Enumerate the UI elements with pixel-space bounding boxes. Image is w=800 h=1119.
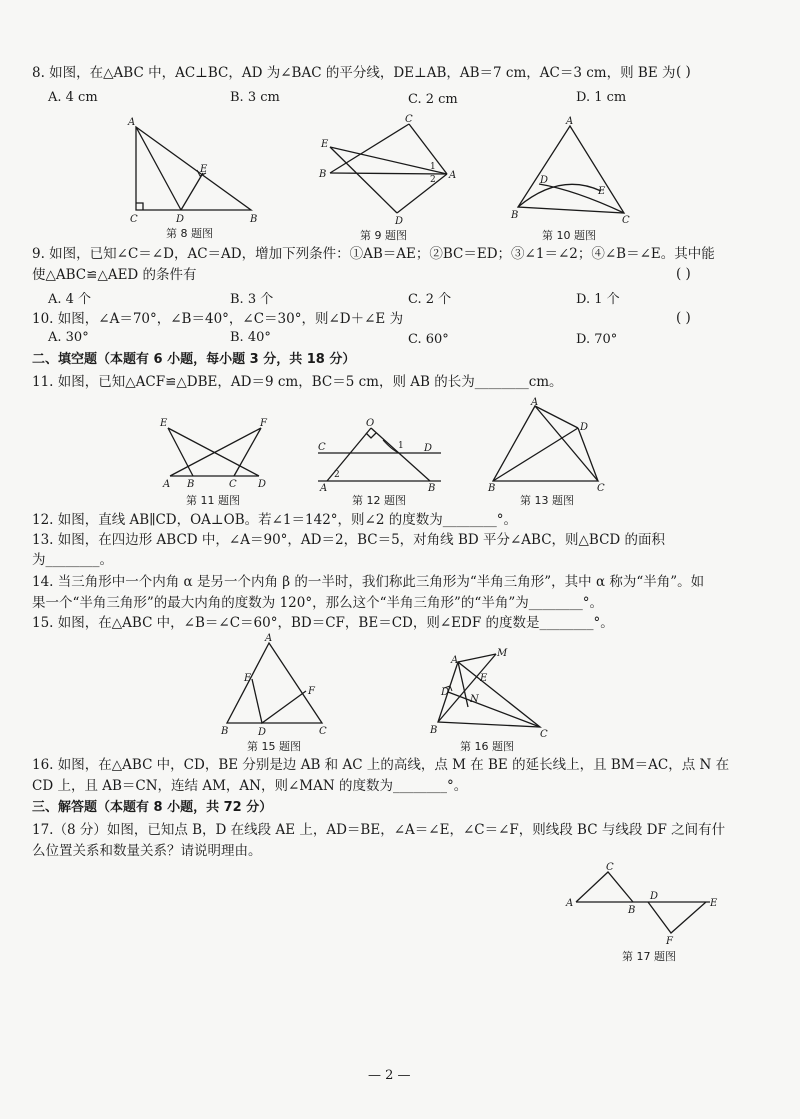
f16-label-d: D: [441, 687, 450, 698]
f12-label-1: 1: [398, 441, 404, 451]
section-3-heading: 三、解答题（本题有 8 小题，共 72 分）: [32, 800, 273, 815]
q14-line-1: 14. 当三角形中一个内角 α 是另一个内角 β 的一半时，我们称此三角形为“半角三角形”，其中 α 称为“半角”。如: [32, 574, 705, 590]
caption-figure-9: 第 9 题图: [360, 229, 407, 242]
f10-label-b: B: [511, 210, 519, 221]
q9-option-b: B. 3 个: [230, 292, 274, 307]
f8-label-a: A: [128, 117, 136, 128]
f15-label-e: E: [244, 673, 252, 684]
f13-label-c: C: [597, 483, 605, 494]
q9-option-c: C. 2 个: [408, 292, 452, 307]
caption-figure-10: 第 10 题图: [542, 229, 596, 242]
q10-text: 10. 如图，∠A＝70°，∠B＝40°，∠C＝30°，则∠D＋∠E 为: [32, 311, 404, 327]
f12-label-c: C: [318, 442, 326, 453]
f16-label-a: A: [451, 655, 459, 666]
f12-label-o: O: [366, 418, 375, 429]
f16-label-n: N: [470, 694, 479, 705]
f11-label-f: F: [260, 418, 267, 429]
q9-line-1: 9. 如图，已知∠C＝∠D，AC＝AD，增加下列条件：①AB＝AE；②BC＝ED；③∠1＝∠2；④∠B＝∠E。其中能: [32, 246, 715, 262]
q17-line-2: 么位置关系和数量关系？请说明理由。: [32, 843, 262, 859]
q10-option-c: C. 60°: [408, 332, 449, 347]
f17-label-e: E: [710, 898, 718, 909]
section-2-heading: 二、填空题（本题有 6 小题，每小题 3 分，共 18 分）: [32, 352, 356, 367]
f9-label-a: A: [449, 170, 457, 181]
page-number: — 2 —: [368, 1068, 411, 1083]
q16-line-1: 16. 如图，在△ABC 中，CD，BE 分别是边 AB 和 AC 上的高线，点 M 在 BE 的延长线上，且 BM＝AC，点 N 在: [32, 757, 730, 773]
f11-label-d: D: [258, 479, 267, 490]
f10-label-a: A: [566, 116, 574, 127]
q8-text: 8. 如图，在△ABC 中，AC⊥BC，AD 为∠BAC 的平分线，DE⊥AB，AB＝7 cm，AC＝3 cm，则 BE 为: [32, 65, 676, 81]
q9-option-a: A. 4 个: [48, 292, 92, 307]
f8-label-b: B: [250, 214, 258, 225]
f9-label-e: E: [321, 139, 329, 150]
caption-figure-8: 第 8 题图: [166, 227, 213, 240]
f13-label-d: D: [580, 422, 589, 433]
f12-label-2: 2: [334, 470, 340, 480]
f11-label-a: A: [163, 479, 171, 490]
f15-label-b: B: [221, 726, 229, 737]
f15-label-f: F: [308, 686, 315, 697]
q8-option-c: C. 2 cm: [408, 92, 458, 107]
caption-figure-11: 第 11 题图: [186, 494, 240, 507]
q16-line-2: CD 上，且 AB＝CN，连结 AM，AN，则∠MAN 的度数为________°。: [32, 778, 468, 794]
f15-label-c: C: [319, 726, 327, 737]
q17-line-1: 17.（8 分）如图，已知点 B，D 在线段 AE 上，AD＝BE，∠A＝∠E，∠C＝∠F，则线段 BC 与线段 DF 之间有什: [32, 822, 726, 838]
f13-label-b: B: [488, 483, 496, 494]
caption-figure-16: 第 16 题图: [460, 740, 514, 753]
q12-text: 12. 如图，直线 AB∥CD，OA⊥OB。若∠1＝142°，则∠2 的度数为________°。: [32, 512, 517, 528]
f15-label-a: A: [265, 633, 273, 644]
f9-label-1: 1: [430, 162, 436, 172]
q11-text: 11. 如图，已知△ACF≌△DBE，AD＝9 cm，BC＝5 cm，则 AB 的长为________cm。: [32, 374, 563, 390]
q8-option-d: D. 1 cm: [576, 90, 627, 105]
f17-label-c: C: [606, 862, 614, 873]
q9-answer-paren: ( ): [676, 266, 691, 282]
f16-label-m: M: [497, 648, 508, 659]
caption-figure-15: 第 15 题图: [247, 740, 301, 753]
f17-label-f: F: [666, 936, 673, 947]
f10-label-e: E: [598, 186, 606, 197]
q10-answer-paren: ( ): [676, 310, 691, 326]
f17-label-d: D: [650, 891, 659, 902]
f10-label-c: C: [622, 215, 630, 226]
f8-label-c: C: [130, 214, 138, 225]
q8-option-a: A. 4 cm: [48, 90, 98, 105]
f12-label-a: A: [320, 483, 328, 494]
caption-figure-17: 第 17 题图: [622, 950, 676, 963]
q10-option-a: A. 30°: [48, 330, 89, 345]
q10-option-d: D. 70°: [576, 332, 618, 347]
f8-label-d: D: [176, 214, 185, 225]
q10-option-b: B. 40°: [230, 330, 271, 345]
q14-line-2: 果一个“半角三角形”的最大内角的度数为 120°，那么这个“半角三角形”的“半角”为________°。: [32, 595, 603, 611]
f10-label-d: D: [540, 175, 549, 186]
f9-label-b: B: [319, 169, 327, 180]
q9-line-2: 使△ABC≌△AED 的条件有: [32, 267, 197, 283]
caption-figure-13: 第 13 题图: [520, 494, 574, 507]
f16-label-b: B: [430, 725, 438, 736]
f16-label-e: E: [480, 673, 488, 684]
f9-label-c: C: [405, 114, 413, 125]
q13-line-2: 为________。: [32, 552, 113, 568]
f16-label-c: C: [540, 729, 548, 740]
f11-label-b: B: [187, 479, 195, 490]
q15-text: 15. 如图，在△ABC 中，∠B＝∠C＝60°，BD＝CF，BE＝CD，则∠EDF 的度数是________°。: [32, 615, 614, 631]
f8-label-e: E: [200, 164, 208, 175]
f12-label-b: B: [428, 483, 436, 494]
f17-label-b: B: [628, 905, 636, 916]
f13-label-a: A: [531, 397, 539, 408]
f12-label-d: D: [424, 443, 433, 454]
q8-answer-paren: ( ): [676, 64, 691, 80]
f11-label-c: C: [229, 479, 237, 490]
f15-label-d: D: [258, 727, 267, 738]
q8-option-b: B. 3 cm: [230, 90, 280, 105]
f11-label-e: E: [160, 418, 168, 429]
q9-option-d: D. 1 个: [576, 292, 620, 307]
q13-line-1: 13. 如图，在四边形 ABCD 中，∠A＝90°，AD＝2，BC＝5，对角线 BD 平分∠ABC，则△BCD 的面积: [32, 532, 666, 548]
f9-label-d: D: [395, 216, 404, 227]
f9-label-2: 2: [430, 175, 436, 185]
f17-label-a: A: [566, 898, 574, 909]
caption-figure-12: 第 12 题图: [352, 494, 406, 507]
